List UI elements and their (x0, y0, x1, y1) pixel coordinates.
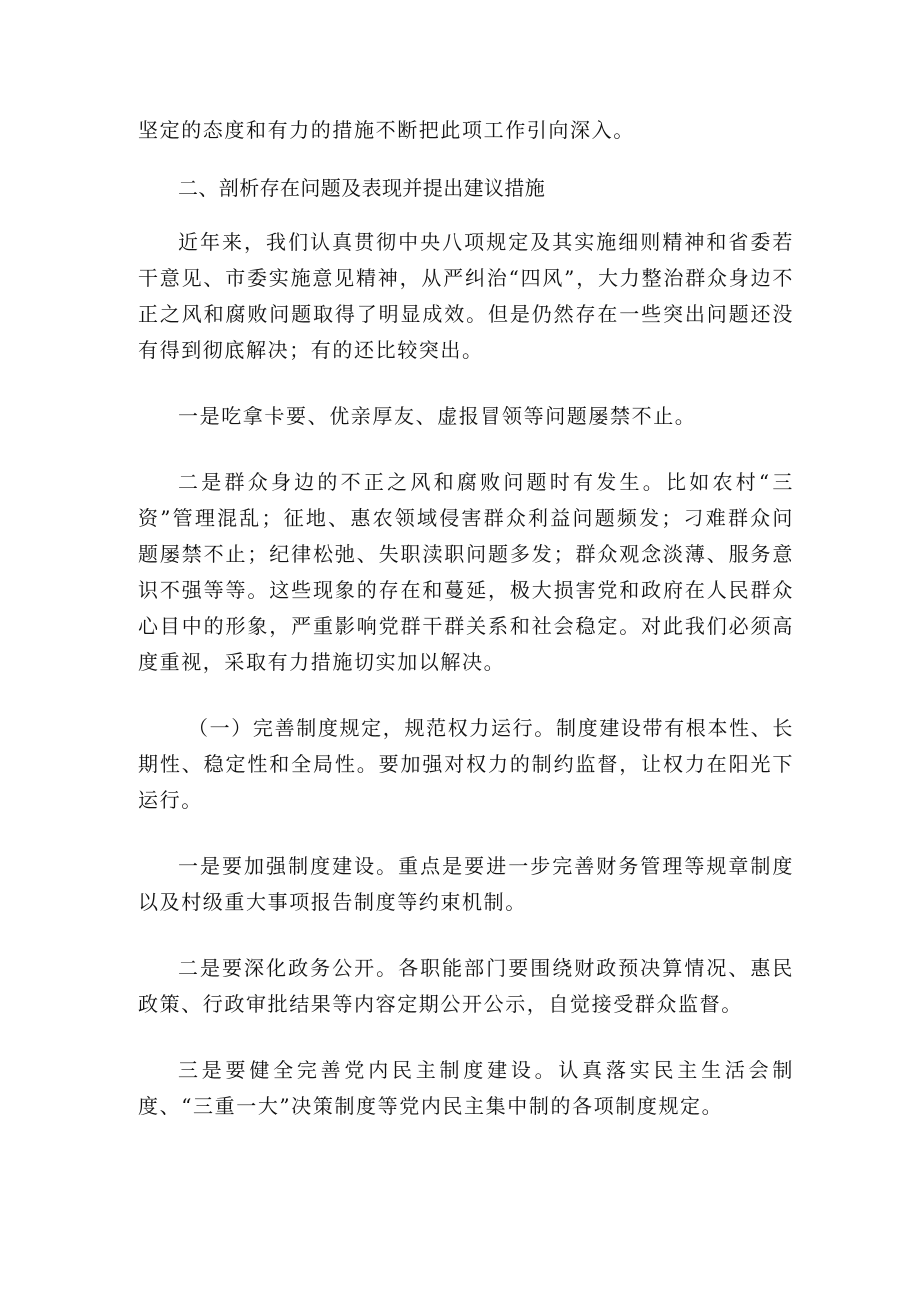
document-body (138, 112, 794, 1124)
paragraph-intro: 近年来，我们认真贯彻中央八项规定及其实施细则精神和省委若干意见、市委实施意见精神，从严纠治“四风”，大力整治群众身边不正之风和腐败问题取得了明显成效。但是仍然存在一些突出问题还没有得到彻底解决；有的还比较突出。 (138, 230, 794, 362)
paragraph-measure-three: 三是要健全完善党内民主制度建设。认真落实民主生活会制度、“三重一大”决策制度等党内民主集中制的各项制度规定。 (138, 1058, 794, 1118)
paragraph-continuation: 坚定的态度和有力的措施不断把此项工作引向深入。 (138, 118, 635, 142)
subsection-heading: （一）完善制度规定，规范权力运行。制度建设带有根本性、长期性、稳定性和全局性。要加强对权力的制约监督，让权力在阳光下运行。 (138, 716, 794, 812)
paragraph-point-one: 一是吃拿卡要、优亲厚友、虚报冒领等问题屡禁不止。 (178, 404, 697, 428)
paragraph-measure-one: 一是要加强制度建设。重点是要进一步完善财务管理等规章制度以及村级重大事项报告制度等约束机制。 (138, 854, 794, 914)
paragraph-point-two: 二是群众身边的不正之风和腐败问题时有发生。比如农村“三资”管理混乱；征地、惠农领域侵害群众利益问题频发；刁难群众问题屡禁不止；纪律松弛、失职渎职问题多发；群众观念淡薄、服务意识不强等等。这些现象的存在和蔓延，极大损害党和政府在人民群众心目中的形象，严重影响党群干群关系和社会稳定。对此我们必须高度重视，采取有力措施切实加以解决。 (138, 470, 794, 674)
paragraph-measure-two: 二是要深化政务公开。各职能部门要围绕财政预决算情况、惠民政策、行政审批结果等内容定期公开公示，自觉接受群众监督。 (138, 956, 794, 1016)
section-heading: 二、剖析存在问题及表现并提出建议措施 (178, 176, 546, 200)
